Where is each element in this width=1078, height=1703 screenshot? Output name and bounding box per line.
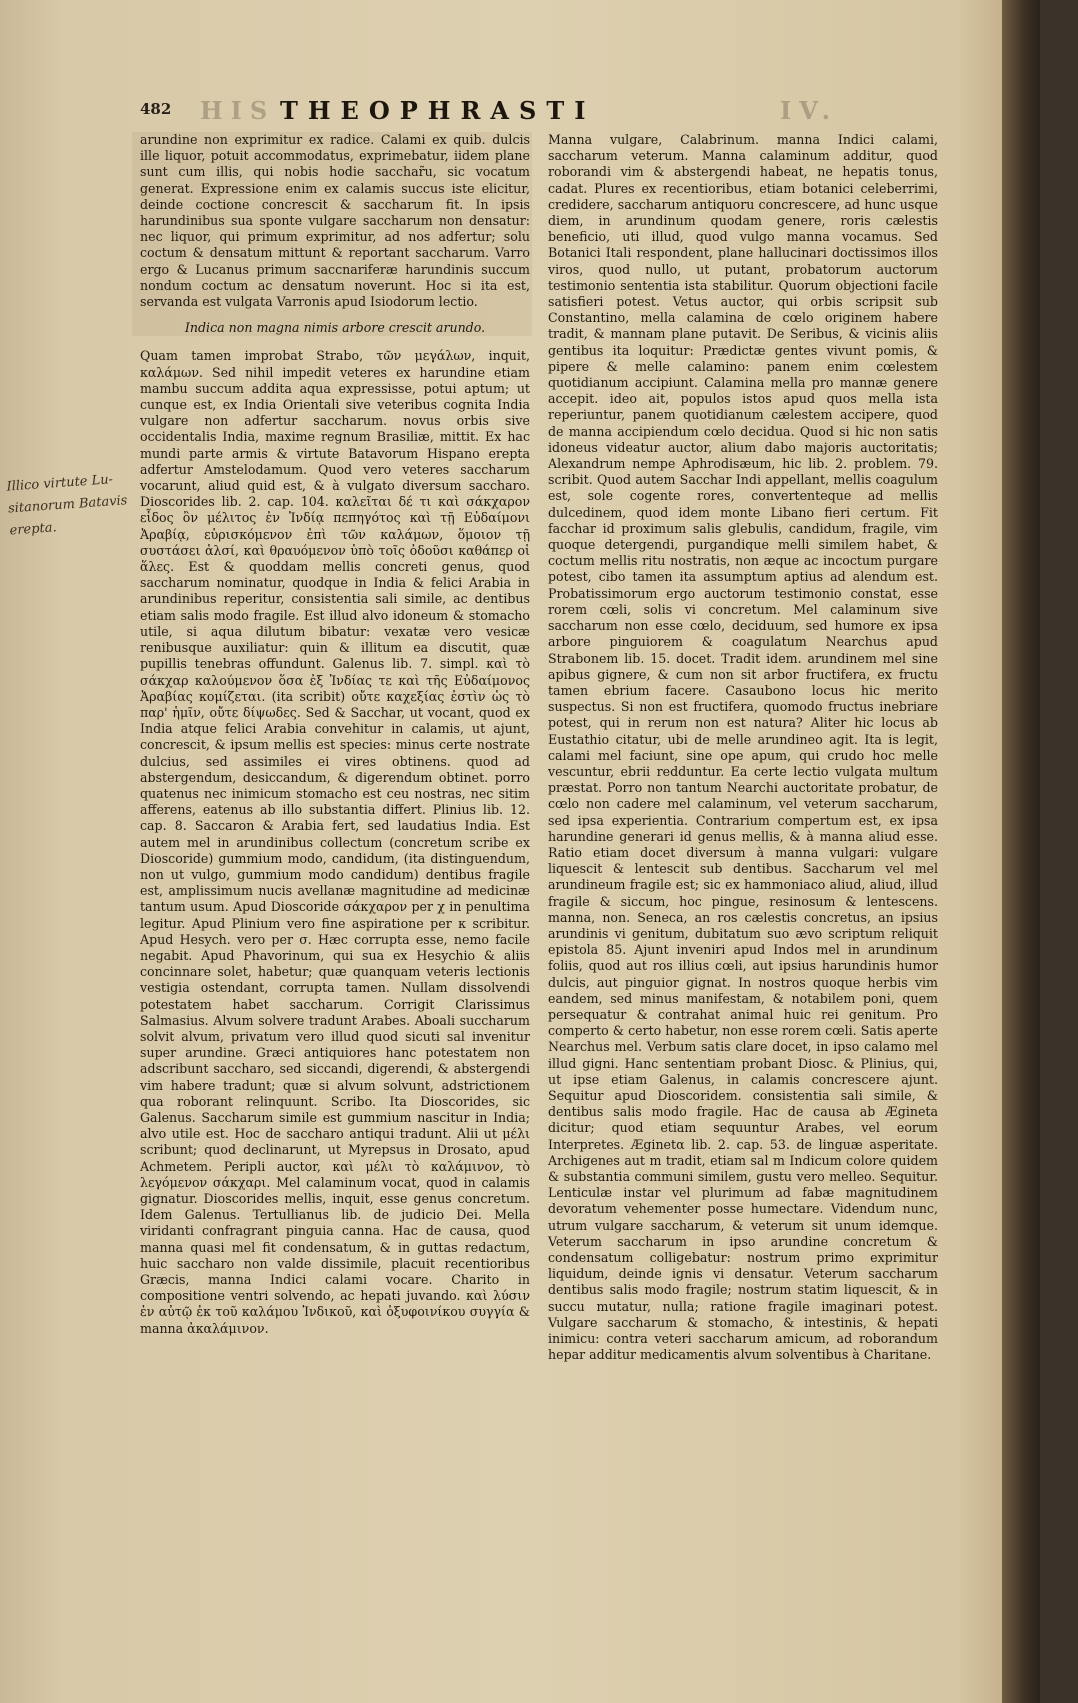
right-column (548, 132, 938, 1369)
show-through-right: IV. (780, 96, 839, 125)
margin-note-line: sitanorum Batavis (7, 493, 128, 517)
handwritten-margin-note (6, 468, 140, 543)
margin-note-line: erepta. (9, 520, 58, 539)
left-column (140, 132, 530, 1343)
show-through-left: HIS (200, 96, 276, 125)
paragraph: Manna vulgare, Calabrinum. manna Indici calami, saccharum veterum. Manna calaminum additur, quod roborandi vim & abstergendi habeat, ne hepatis tonus, cadat. Plures ex recentioribus, etiam botanici celeberrimi, credidere, saccharum antiquoru concrescere, ad hunc usque diem, in arundinum quodam genere, roris cælestis beneficio, uti illud, quod vulgo manna vocamus. Sed Botanici Itali respondent, plane hallucinari doctissimos illos viros, quod nullo, ut putant, probatorum auctorum testimonio sententia ista stabilitur. Quorum objectioni facile satisfieri potest. Vetus auctor, qui orbis scripsit sub Constantino, mella calamina de cœlo originem habere tradit, & mannam plane putavit. De Seribus, & vicinis aliis gentibus ita loquitur: Prædictæ gentes vivunt pomis, & pipere & melle calamino: panem enim cœlestem quotidianum accipiunt. Calamina mella pro mannæ genere accepit. ideo ait, populos istos apud quos mella ista reperiuntur, panem quotidianum cælestem accipere, quod de manna accipiendum cœlo decidua. Quod si hic non satis idoneus videatur auctor, alium dabo majoris auctoritatis; Alexandrum nempe Aphrodisæum, hic lib. 2. problem. 79. scribit. Quod autem Sacchar Indi appellant, mellis coagulum est, sole cogente rores, convertenteque ad mellis dulcedinem, quod idem monte Libano fieri certum. Fit facchar id proximum salis glebulis, candidum, fragile, vim quoque detergendi, purgandique melli similem habet, & coctum mellis ritu nostratis, non æque ac incoctum purgare potest, cibo tamen ita assumptum aptius ad alendum est. Probatissimorum ergo auctorum testimonio constat, esse rorem cœli, solis vi concretum. Mel calaminum sive saccharum non esse cœlo, deciduum, sed humore ex ipsa arbore pinguiorem & coagulatum Nearchus apud Strabonem lib. 15. docet. Tradit idem. arundinem mel sine apibus gignere, & cum non sit arbor fructifera, ex fructu tamen ebrium facere. Casaubono locus hic merito suspectus. Si non est fructifera, quomodo fructus inebriare potest, qui in rerum non est natura? Aliter hic locus ab Eustathio citatur, ubi de melle arundineo agit. Ita is legit, calami mel faciunt, sine ope apum, qui crudo hoc melle vescuntur, ebrii redduntur. Ea certe lectio vulgata multum præstat. Porro non tantum Nearchi auctoritate probatur, de cœlo non cadere mel calaminum, vel veterum saccharum, sed ipsa experientia. Contrarium compertum est, ex ipsa harundine generari id genus mellis, & à manna aliud esse. Ratio etiam docet diversum à manna vulgari: vulgare liquescit & lentescit sub dentibus. Saccharum vel mel arundineum fragile est; sic ex hammoniaco aliud, aliud, illud fragile & siccum, hoc pingue, resinosum & lentescens. manna, non. Seneca, an ros cælestis concretus, an ipsius arundinis vi genitum, dubitatum suo ævo scriptum reliquit epistola 85. Ajunt inveniri apud Indos mel in arundinum foliis, quod aut ros illius cœli, aut ipsius harundinis humor dulcis, aut pinguior gignat. In nostros quoque herbis vim eandem, sed minus manifestam, & notabilem poni, quem persequatur & contrahat animal huic rei genitum. Pro comperto & certo habetur, non esse rorem cœli. Satis aperte Nearchus mel. Verbum satis clare docet, in ipso calamo mel illud gigni. Hanc sententiam probant Diosc. & Plinius, qui, ut ipse etiam Galenus, in calamis concrescere ajunt. Sequitur apud Dioscoridem. consistentia sali simile, & dentibus salis modo fragile. Hac de causa ab Ægineta dicitur; quod etiam sequuntur Arabes, vel eorum Interpretes. Æginetα lib. 2. cap. 53. de linguæ asperitate. Archigenes aut m tradit, etiam sal m Indicum colore quidem & substantia communi similem, gustu vero melleo. Sequitur. Lenticulæ instar vel plurimum ad fabæ magnitudinem devoratum vehementer posse humectare. Videndum nunc, utrum vulgare saccharum, & veterum sit unum idemque. Veterum saccharum in ipso arundine concretum & condensatum colligebatur: nostrum primo exprimitur liquidum, deinde ignis vi densatur. Veterum saccharum dentibus salis modo fragile; nostrum statim liquescit, & in succu mutatur, nulla; ratione fragile imaginari potest. Vulgare saccharum & stomacho, & intestinis, & hepati inimicu: contra veteri saccharum amicum, ad roborandum hepar additur medicamentis alvum solventibus à Charitane. (548, 132, 938, 1363)
book-gutter (1002, 0, 1040, 1703)
running-title: THEOPHRASTI (280, 96, 596, 125)
paragraph: arundine non exprimitur ex radice. Calami ex quib. dulcis ille liquor, potuit accommodatus, exprimebatur, iidem plane sunt cum illis, qui nobis hodie sacchar̃u, sic vocatum generat. Expressione enim ex calamis succus iste elicitur, deinde coctione concrescit & saccharum fit. In ipsis harundinibus sua sponte vulgare saccharum non densatur: nec liquor, qui primum exprimitur, ad nos adfertur; solu coctum & densatum mittunt & reportant saccharum. Varro ergo & Lucanus primum saccnariferæ harundinis succum nondum coctum ac densatum noverunt. Hoc si ita est, servanda est vulgata Varronis apud Isiodorum lectio. (140, 132, 530, 310)
page-header (140, 96, 1000, 126)
margin-note-line: Illico virtute Lu- (6, 472, 114, 495)
page-number: 482 (140, 100, 172, 118)
lemma-heading: Indica non magna nimis arbore crescit arundo. (184, 320, 486, 336)
paragraph: Quam tamen improbat Strabo, τῶν μεγάλων, inquit, καλάμων. Sed nihil impedit veteres ex harundine etiam mambu succum addita aqua expressisse, potui aptum; ut cunque est, ex India Orientali sive veteribus cognita India vulgare non adfertur saccharum. novus orbis sive occidentalis India, maxime regnum Brasiliæ, mittit. Ex hac mundi parte armis & virtute Batavorum Hispano erepta adfertur Amstelodamum. Quod vero veteres saccharum vocarunt, aliud quid est, & à vulgato diversum saccharo. Dioscorides lib. 2. cap. 104. καλεῖται δέ τι καὶ σάκχαρον εἶδος ὂν μέλιτος ἐν Ἰνδίᾳ πεπηγότος καὶ τῇ Εὐδαίμονι Ἀραβίᾳ, εὑρισκόμενον ἐπὶ τῶν καλάμων, ὅμοιον τῇ συστάσει ἁλσί, καὶ θραυόμενον ὑπὸ τοῖς ὀδοῦσι καθάπερ οἱ ἅλες. Est & quoddam mellis concreti genus, quod saccharum nominatur, quodque in India & felici Arabia in arundinibus reperitur, consistentia sali simile, ac dentibus etiam salis modo fragile. Est illud alvo idoneum & stomacho utile, si aqua dilutum bibatur: vexatæ vero vesicæ renibusque auxiliatur: quin & illitum ea discutit, quæ pupillis tenebras offundunt. Galenus lib. 7. simpl. καὶ τὸ σάκχαρ καλούμενον ὅσα ἐξ Ἰνδίας τε καὶ τῆς Εὐδαίμονος Ἀραβίας κομίζεται. (ita scribit) οὔτε καχεξίας ἐστὶν ὡς τὸ παρ' ἡμῖν, οὔτε δίψωδες. Sed & Sacchar, ut vocant, quod ex India atque felici Arabia convehitur in calamis, ut ajunt, concrescit, & ipsum mellis est species: minus certe nostrate dulcius, sed assimiles ei vires obtinens. quod ad abstergendum, desiccandum, & digerendum obtinet. porro quatenus nec inimicum stomacho est ceu nostras, nec sitim afferens, eatenus ab illo substantia differt. Plinius lib. 12. cap. 8. Saccaron & Arabia fert, sed laudatius India. Est autem mel in arundinibus collectum (concretum scribe ex Dioscoride) gummium modo, candidum, (ita distinguendum, non ut vulgo, gummium modo candidum) dentibus fragile est, amplissimum nucis avellanæ magnitudine ad medicinæ tantum usum. Apud Dioscoride σάκχαρον per χ in penultima legitur. Apud Plinium vero fine aspiratione per κ scribitur. Apud Hesych. vero per σ. Hæc corrupta esse, nemo facile negabit. Apud Phavorinum, qui sua ex Hesychio & aliis concinnare solet, habetur; quæ quanquam veteris lectionis vestigia ostendant, corrupta tamen. Nullam dissolvendi potestatem habet saccharum. Corrigit Clarissimus Salmasius. Alvum solvere tradunt Arabes. Aboali succharum solvit alvum, privatum vero illud quod sicuti sal invenitur super arundine. Græci antiquiores hanc potestatem non adscribunt saccharo, sed siccandi, digerendi, & abstergendi vim habere tradunt; quæ si alvum solvunt, adstrictionem qua roborant relinquunt. Scribo. Ita Dioscorides, sic Galenus. Saccharum simile est gummium nascitur in India; alvo utile est. Hoc de saccharo antiqui tradunt. Alii ut μέλι scribunt; quod declinarunt, ut Myrepsus in Drosato, apud Achmetem. Peripli auctor, καὶ μέλι τὸ καλάμινον, τὸ λεγόμενον σάκχαρι. Mel calaminum vocat, quod in calamis gignatur. Dioscorides mellis, inquit, esse genus concretum. Idem Galenus. Tertullianus lib. de judicio Dei. Mella viridanti confragrant pinguia canna. Hac de causa, quod manna quasi mel fit condensatum, & in guttas redactum, huic saccharo non valde dissimile, placuit recentioribus Græcis, manna Indici calami vocare. Charito in compositione ventri solvendo, ac hepati juvando. καὶ λύσιν ἐν αὐτῷ ἐκ τοῦ καλάμου Ἰνδικοῦ, καὶ ὀξυφοινίκου συγγία & manna ἀκαλάμινον. (140, 348, 530, 1336)
